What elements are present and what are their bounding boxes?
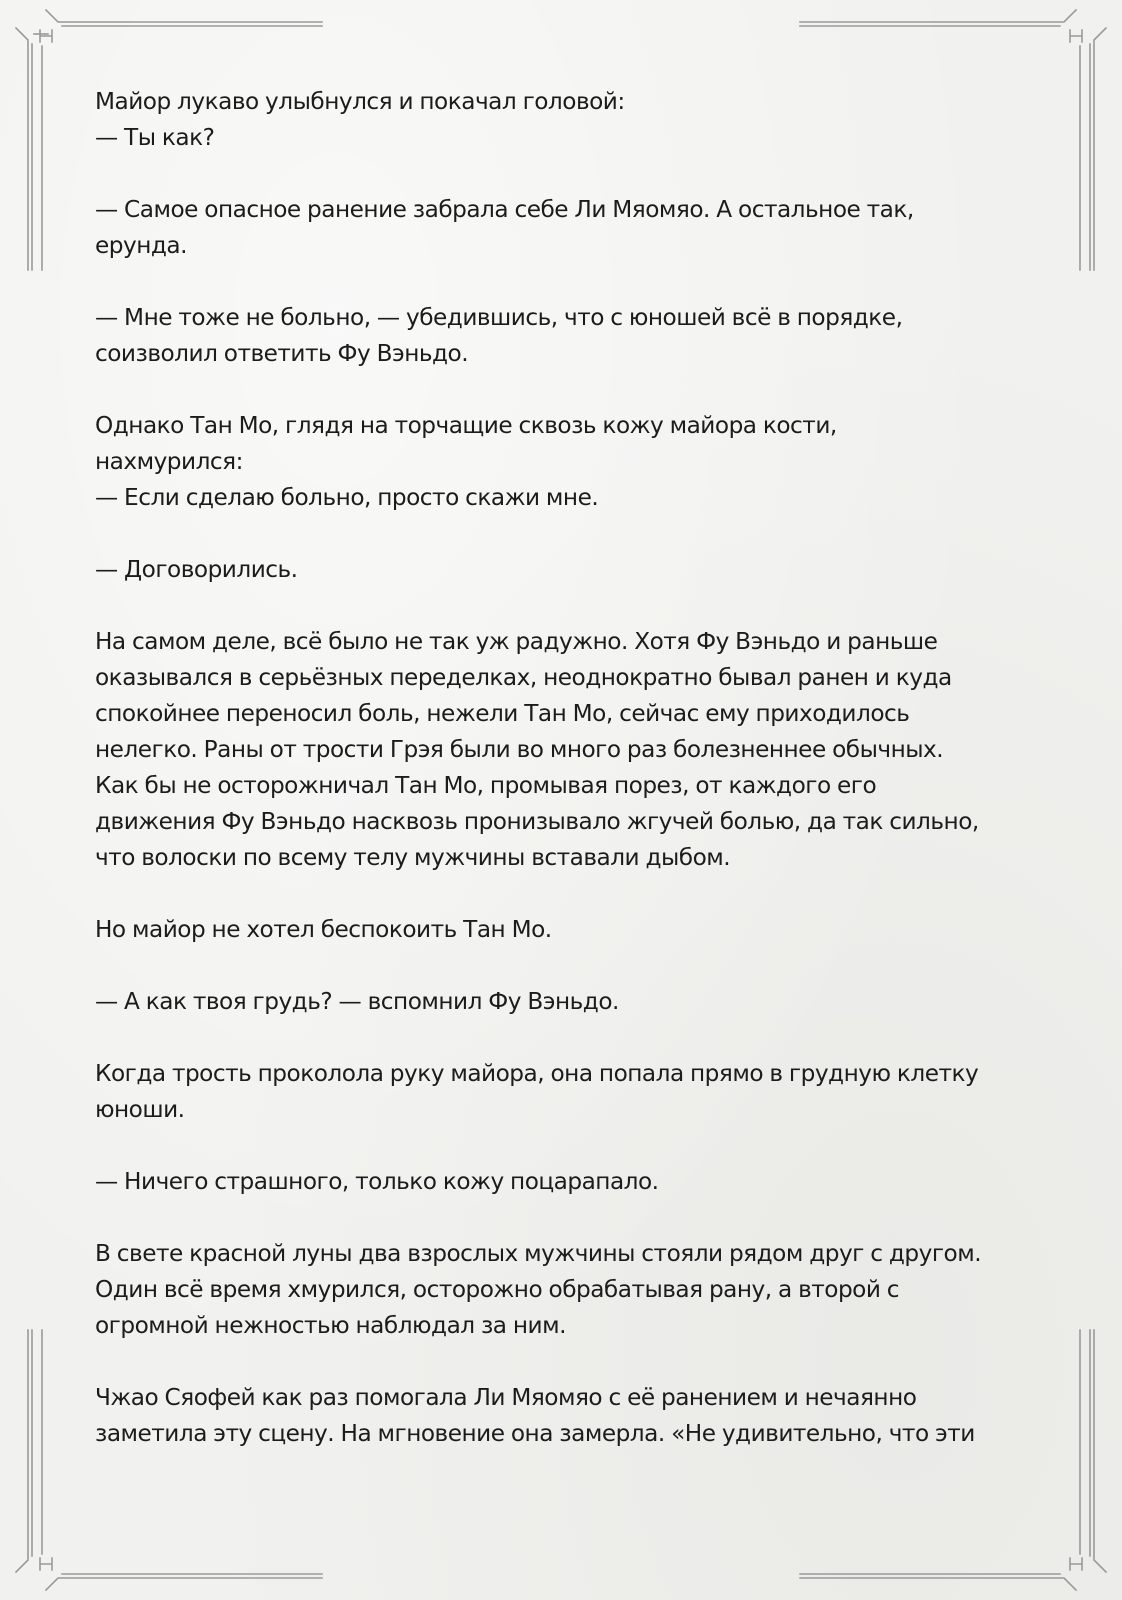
text-line: оказывался в серьёзных переделках, неоднократно бывал ранен и куда — [95, 664, 952, 691]
text-line: что волоски по всему телу мужчины вставали дыбом. — [95, 844, 731, 871]
text-line: соизволил ответить Фу Вэньдо. — [95, 340, 469, 367]
text-line: заметила эту сцену. На мгновение она замерла. «Не удивительно, что эти — [95, 1420, 975, 1447]
text-line: — Мне тоже не больно, — убедившись, что с юношей всё в порядке, — [95, 304, 903, 331]
paragraph — [95, 624, 1025, 876]
paragraph — [95, 408, 1025, 516]
text-line: — Если сделаю больно, просто скажи мне. — [95, 484, 599, 511]
paragraph — [95, 300, 1025, 372]
text-line: Один всё время хмурился, осторожно обрабатывая рану, а второй с — [95, 1276, 900, 1303]
text-line: спокойнее переносил боль, нежели Тан Мо, сейчас ему приходилось — [95, 700, 910, 727]
text-line: Когда трость проколола руку майора, она попала прямо в грудную клетку — [95, 1060, 979, 1087]
text-line: огромной нежностью наблюдал за ним. — [95, 1312, 566, 1339]
text-line: нахмурился: — [95, 448, 243, 475]
text-line: Как бы не осторожничал Тан Мо, промывая порез, от каждого его — [95, 772, 877, 799]
paragraph — [95, 1236, 1025, 1344]
paragraph — [95, 552, 1025, 588]
paragraph — [95, 1056, 1025, 1128]
text-line: Но майор не хотел беспокоить Тан Мо. — [95, 916, 552, 943]
text-line: — Ты как? — [95, 124, 215, 151]
text-line: — Ничего страшного, только кожу поцарапало. — [95, 1168, 659, 1195]
text-line: — Самое опасное ранение забрала себе Ли Мяомяо. А остальное так, — [95, 196, 914, 223]
text-line: — А как твоя грудь? — вспомнил Фу Вэньдо. — [95, 988, 619, 1015]
text-line: На самом деле, всё было не так уж радужно. Хотя Фу Вэньдо и раньше — [95, 628, 938, 655]
text-line: Чжао Сяофей как раз помогала Ли Мяомяо с её ранением и нечаянно — [95, 1384, 917, 1411]
text-line: юноши. — [95, 1096, 185, 1123]
text-line: В свете красной луны два взрослых мужчины стояли рядом друг с другом. — [95, 1240, 982, 1267]
text-line: — Договорились. — [95, 556, 298, 583]
paragraph — [95, 912, 1025, 948]
text-line: Майор лукаво улыбнулся и покачал головой: — [95, 88, 625, 115]
paragraph — [95, 192, 1025, 264]
text-line: движения Фу Вэньдо насквозь пронизывало жгучей болью, да так сильно, — [95, 808, 979, 835]
paragraph — [95, 1380, 1025, 1452]
paragraph — [95, 84, 1025, 156]
text-line: нелегко. Раны от трости Грэя были во много раз болезненнее обычных. — [95, 736, 944, 763]
chapter-text — [95, 84, 1025, 1488]
paragraph — [95, 984, 1025, 1020]
text-line: ерунда. — [95, 232, 187, 259]
text-line: Однако Тан Мо, глядя на торчащие сквозь кожу майора кости, — [95, 412, 837, 439]
paragraph — [95, 1164, 1025, 1200]
